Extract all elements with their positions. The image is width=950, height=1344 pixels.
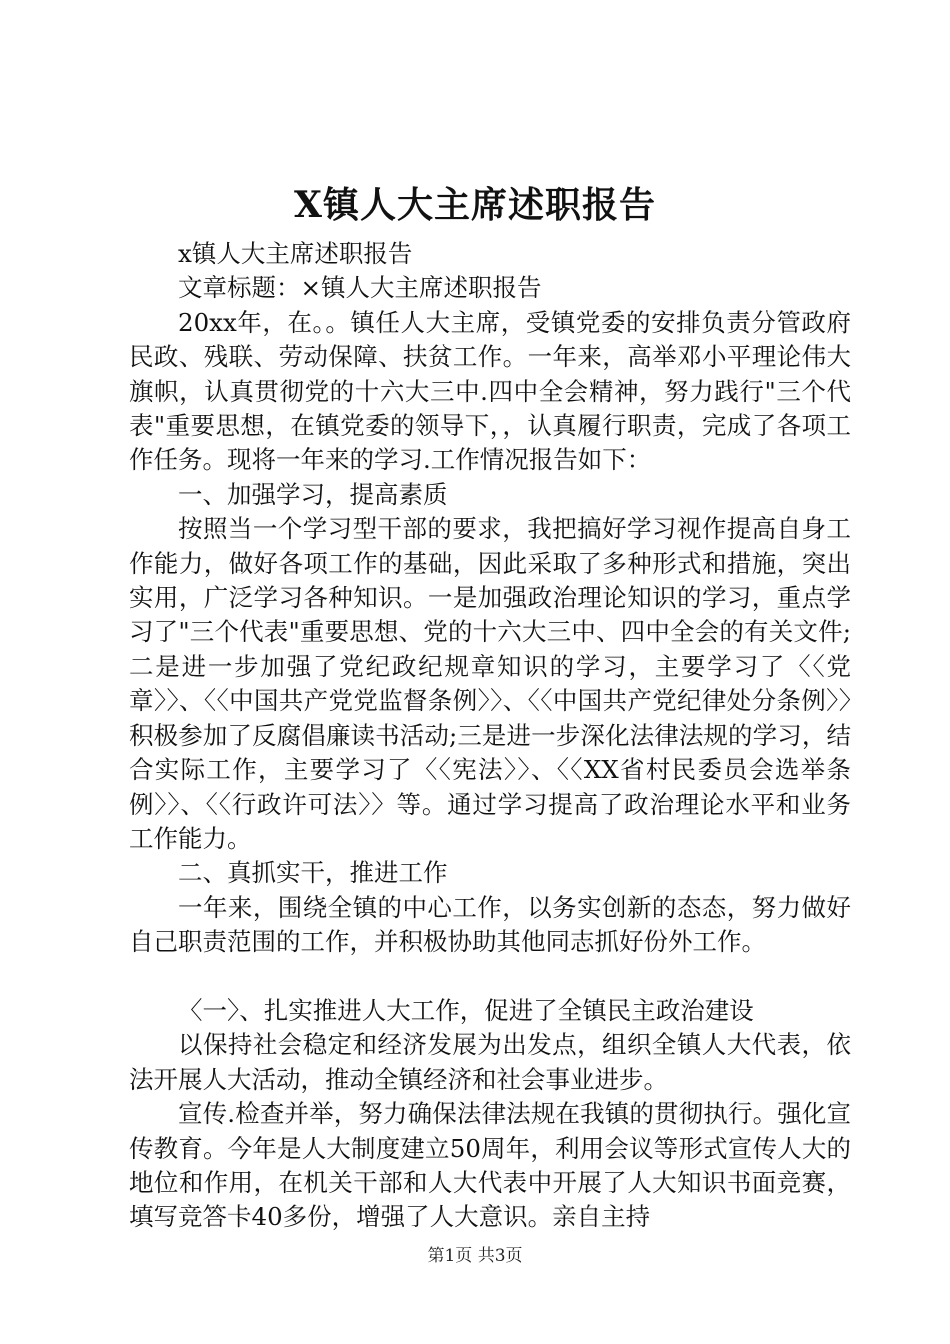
paragraph-publicity: 宣传.检查并举，努力确保法律法规在我镇的贯彻执行。强化宣传教育。今年是人大制度建立50周年，利用会议等形式宣传人大的地位和作用，在机关干部和人大代表中开展了人大知识书面竞赛，填写竞答卡40多份，增强了人大意识。亲自主持 <box>129 1099 851 1232</box>
subsection-heading-1: 〈一〉、扎实推进人大工作，促进了全镇民主政治建设 <box>178 995 754 1025</box>
section-heading-1: 一、加强学习，提高素质 <box>178 479 448 509</box>
paragraph-study: 按照当一个学习型干部的要求，我把搞好学习视作提高自身工作能力，做好各项工作的基础，因此采取了多种形式和措施，突出实用，广泛学习各种知识。一是加强政治理论知识的学习，重点学习了"三个代表"重要思想、党的十六大三中、四中全会的有关文件;二是进一步加强了党纪政纪规章知识的学习，主要学习了〈〈党章〉〉、〈〈中国共产党党监督条例〉〉、〈〈中国共产党纪律处分条例〉〉积极参加了反腐倡廉读书活动;三是进一步深化法律法规的学习，结合实际工作，主要学习了〈〈宪法〉〉、〈〈XX省村民委员会选举条例〉〉、〈〈行政许可法〉〉等。通过学习提高了政治理论水平和业务工作能力。 <box>129 514 851 853</box>
paragraph-subtitle: x镇人大主席述职报告 <box>178 239 413 268</box>
document-title: X镇人大主席述职报告 <box>294 184 656 226</box>
paragraph-article-title: 文章标题：×镇人大主席述职报告 <box>178 273 542 303</box>
paragraph-npc-activities: 以保持社会稳定和经济发展为出发点，组织全镇人大代表，依法开展人大活动，推动全镇经济和社会事业进步。 <box>129 1030 851 1094</box>
paragraph-work-overview: 一年来，围绕全镇的中心工作，以务实创新的态态，努力做好自己职责范围的工作，并积极协助其他同志抓好份外工作。 <box>129 892 851 957</box>
document-body <box>129 237 851 1235</box>
page-footer: 第1页 共3页 <box>427 1246 523 1266</box>
paragraph-intro: 20xx年，在。。镇任人大主席，受镇党委的安排负责分管政府民政、残联、劳动保障、扶贫工作。一年来，高举邓小平理论伟大旗帜，认真贯彻党的十六大三中.四中全会精神，努力践行"三个代表"重要思想，在镇党委的领导下，，认真履行职责，完成了各项工作任务。现将一年来的学习.工作情况报告如下： <box>129 307 851 475</box>
section-heading-2: 二、真抓实干，推进工作 <box>178 858 448 888</box>
